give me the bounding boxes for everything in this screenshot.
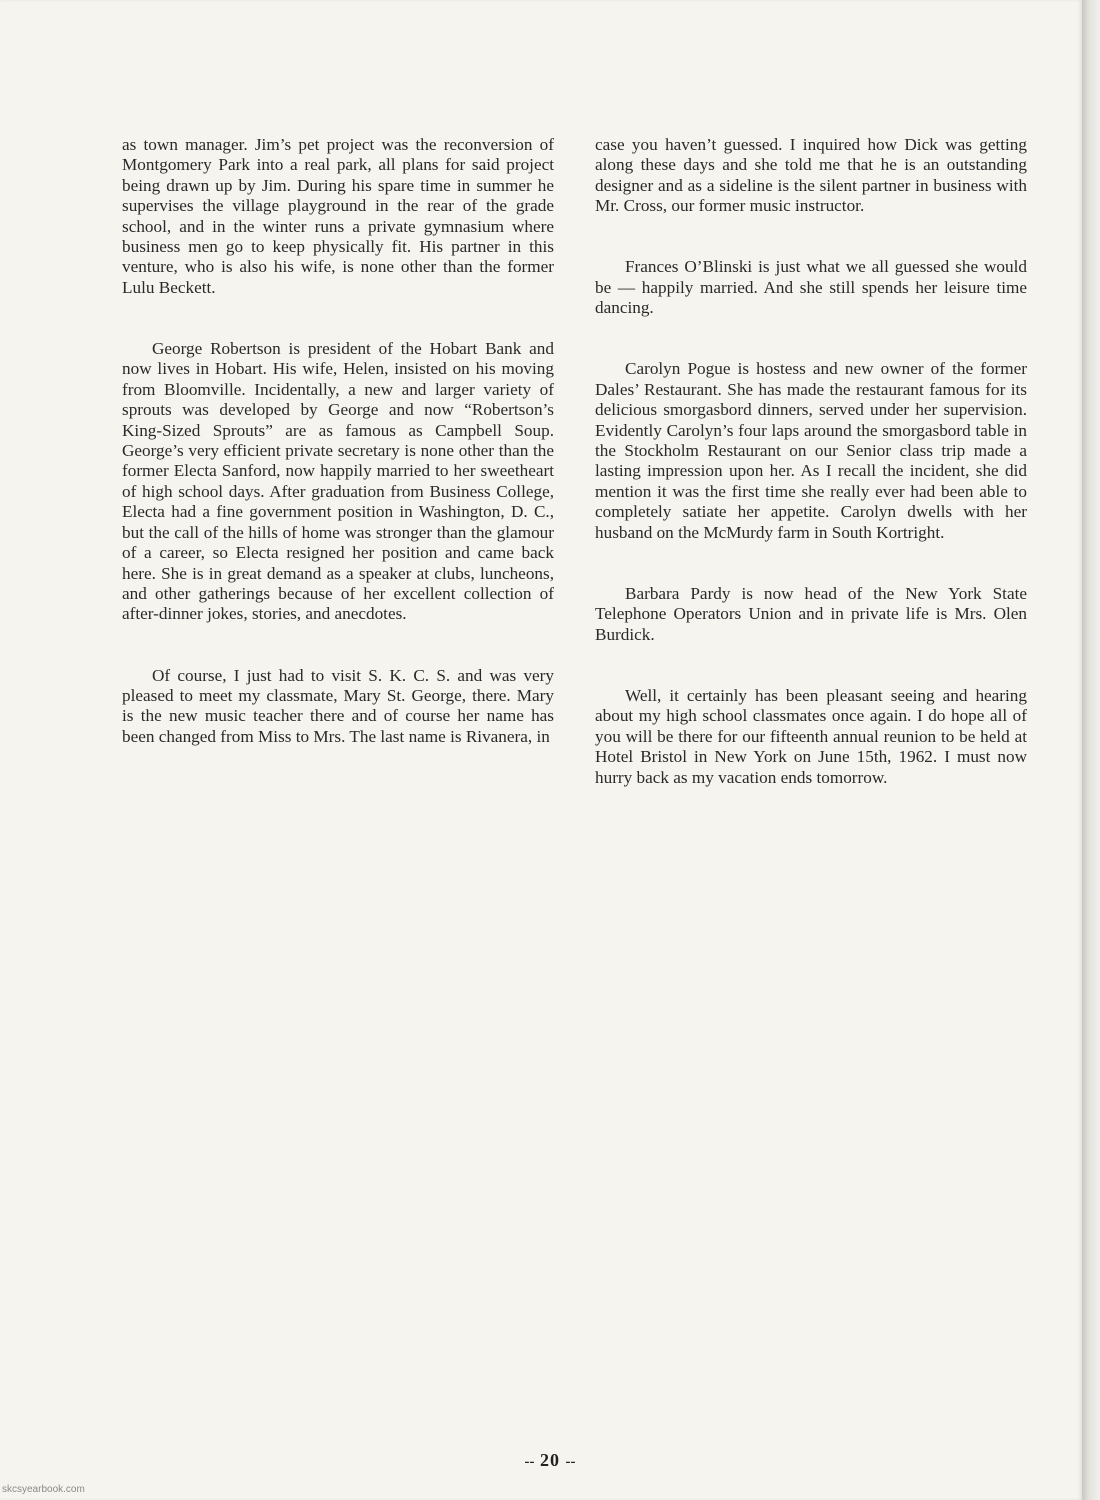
- page-number-value: 20: [540, 1450, 560, 1470]
- paragraph-george-robertson: George Robertson is president of the Hobart Bank and now lives in Hobart. His wife, Helen, insisted on his moving from Bloomville. Incidentally, a new and larger variety of sprouts was developed by George and now “Robertson’s King-Sized Sprouts” are as famous as Campbell Soup. George’s very efficient private secretary is none other than the former Electa Sanford, now happily married to her sweetheart of high school days. After graduation from Business College, Electa had a fine government position in Washington, D. C., but the call of the hills of home was stronger than the glamour of a career, so Electa resigned her position and came back here. She is in great demand as a speaker at clubs, luncheons, and other gatherings because of her excellent collection of after-dinner jokes, stories, and anecdotes.: [122, 339, 554, 624]
- right-text-column: [595, 135, 1027, 829]
- paragraph-frances-oblinski: Frances O’Blinski is just what we all guessed she would be — happily married. And she still spends her leisure time dancing.: [595, 257, 1027, 318]
- page-number-ornament-left: --: [524, 1454, 535, 1470]
- left-text-column: [122, 135, 554, 788]
- paragraph-rivanera-continued: case you haven’t guessed. I inquired how Dick was getting along these days and she told me that he is an outstanding designer and as a sideline is the silent partner in business with Mr. Cross, our former music instructor.: [595, 135, 1027, 216]
- paragraph-carolyn-pogue: Carolyn Pogue is hostess and new owner of the former Dales’ Restaurant. She has made the restaurant famous for its delicious smorgasbord dinners, served under her supervision. Evidently Carolyn’s four laps around the smorgasbord table in the Stockholm Restaurant on our Senior class trip made a lasting impression upon her. As I recall the incident, she did mention it was the first time she really ever had been able to completely satiate her appetite. Carolyn dwells with her husband on the McMurdy farm in South Kortright.: [595, 359, 1027, 542]
- page-number-ornament-right: --: [565, 1454, 576, 1470]
- page-edge: [1082, 0, 1100, 1500]
- paragraph-jim-town-manager: as town manager. Jim’s pet project was the reconversion of Montgomery Park into a real park, all plans for said project being drawn up by Jim. During his spare time in summer he supervises the village playground in the rear of the grade school, and in the winter runs a private gymnasium where business men go to keep physically fit. His partner in this venture, who is also his wife, is none other than the former Lulu Beckett.: [122, 135, 554, 297]
- paragraph-barbara-pardy: Barbara Pardy is now head of the New York State Telephone Operators Union and in private life is Mrs. Olen Burdick.: [595, 583, 1027, 644]
- site-watermark: skcsyearbook.com: [2, 1484, 85, 1495]
- page-number: [0, 1450, 1100, 1471]
- paragraph-closing: Well, it certainly has been pleasant seeing and hearing about my high school classmates once again. I do hope all of you will be there for our fifteenth annual reunion to be held at Hotel Bristol in New York on June 15th, 1962. I must now hurry back as my vacation ends tomorrow.: [595, 685, 1027, 787]
- paragraph-mary-st-george: Of course, I just had to visit S. K. C. S. and was very pleased to meet my classmate, Mary St. George, there. Mary is the new music teacher there and of course her name has been changed from Miss to Mrs. The last name is Rivanera, in: [122, 665, 554, 746]
